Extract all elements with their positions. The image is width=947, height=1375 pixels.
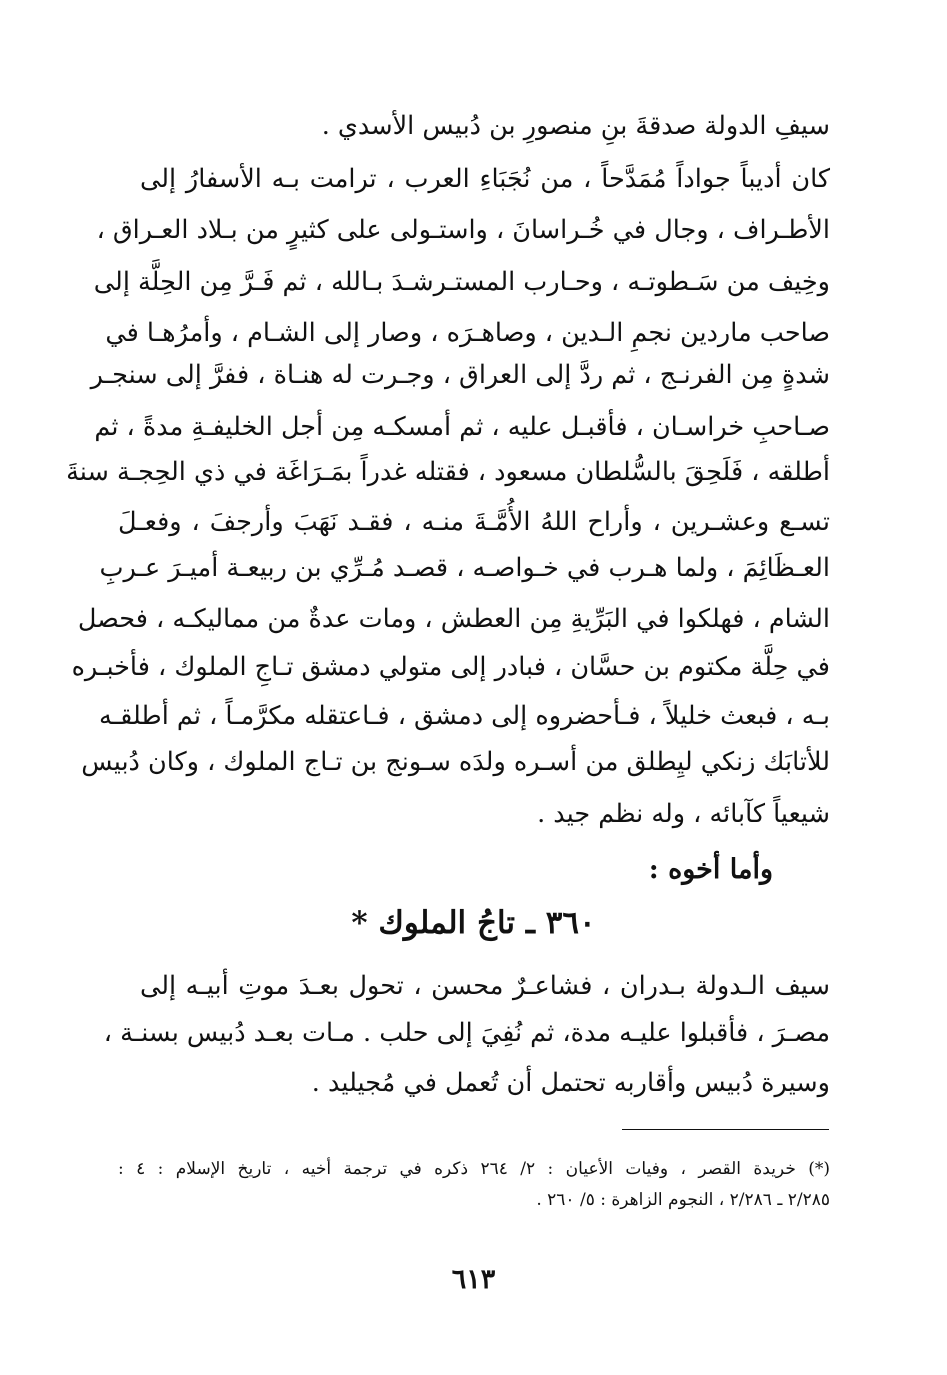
text-line: أطلقه ، فَلَحِقَ بالسُّلطان مسعود ، فقتله غدراً بمَـرَاغَة في ذي الحِجـة سنةَ (66, 457, 830, 487)
text-line: للأتابَك زنكي ليِطلق من أسـره ولدَه سـونج بن تـاج الملوك ، وكان دُبيس (81, 747, 830, 777)
text-line: وخِيف من سَـطوتـه ، وحـارب المستـرشـدَ بـالله ، ثم فَـرَّ مِن الحِلَّة إلى (93, 267, 830, 297)
text-line: الشام ، فهلكوا في البَرِّيةِ مِن العطش ، ومات عدةٌ من مماليكـه ، فحصل (77, 604, 830, 634)
text-line: الأطـراف ، وجال في خُـراسانَ ، واستـولى على كثيرٍ من بـلاد العـراق ، (96, 215, 830, 245)
footnote-line: ٢/٢٨٥ ـ ٢/٢٨٦ ، النجوم الزاهرة : ٥/ ٢٦٠ . (536, 1190, 830, 1210)
transition-line: وأما أخوه : (648, 854, 773, 885)
text-line: مصـرَ ، فأقبلوا عليـه مدة، ثم نُفِيَ إلى حلب . مـات بعـد دُبيس بسنـة ، (103, 1018, 830, 1048)
text-line: كان أديباً جواداً مُمَدَّحاً ، من نُجَبَاءِ العرب ، ترامت بـه الأسفارُ إلى (140, 164, 830, 194)
text-line: وسيرة دُبيس وأقاربه تحتمل أن تُعمل في مُجيليد . (311, 1068, 830, 1098)
footnote-line: (*) خريدة القصر ، وفيات الأعيان : ٢/ ٢٦٤ ذكره في ترجمة أخيه ، تاريخ الإسلام : ٤ : (118, 1159, 830, 1179)
page-number: ٦١٣ (451, 1264, 496, 1295)
text-line: سيفِ الدولة صدقةَ بنِ منصورِ بن دُبيس الأسدي . (321, 111, 830, 141)
text-line: سيف الـدولة بـدران ، فشاعـرٌ محسن ، تحول بعـدَ موتِ أبيـه إلى (140, 971, 830, 1001)
entry-title: ٣٦٠ ـ تاجُ الملوك * (351, 905, 596, 941)
text-line: شدةٍ مِن الفرنـج ، ثم ردَّ إلى العراق ، وجـرت له هنـاة ، ففرَّ إلى سنجـر (90, 360, 830, 390)
text-line: في حِلَّة مكتوم بن حسَّان ، فبادر إلى متولي دمشق تـاجِ الملوك ، فأخبـره (71, 652, 830, 682)
footnote-separator (622, 1129, 829, 1130)
text-line: تسـع وعشـرين ، وأراح اللهُ الأُمَّـةَ منـه ، فقـد نَهَبَ وأرجفَ ، وفعـلَ (118, 507, 830, 537)
text-line: صاحب ماردين نجمِ الـدين ، وصاهـرَه ، وصار إلى الشـام ، وأمرُهـا في (105, 318, 830, 348)
text-line: بـه ، فبعث خليلاً ، فـأحضروه إلى دمشق ، فـاعتقله مكرَّمـاً ، ثم أطلقـه (98, 701, 830, 731)
text-line: شيعياً كآبائه ، وله نظم جيد . (537, 799, 830, 829)
text-line: صـاحبِ خراسـان ، فأقبـل عليه ، ثم أمسكـه مِن أجل الخليفـةِ مدةً ، ثم (94, 412, 830, 442)
text-line: العـظَائِمَ ، ولما هـرب في خـواصـه ، قصـد مُـرِّي بن ربيعـة أميـرَ عـربِ (99, 553, 830, 583)
